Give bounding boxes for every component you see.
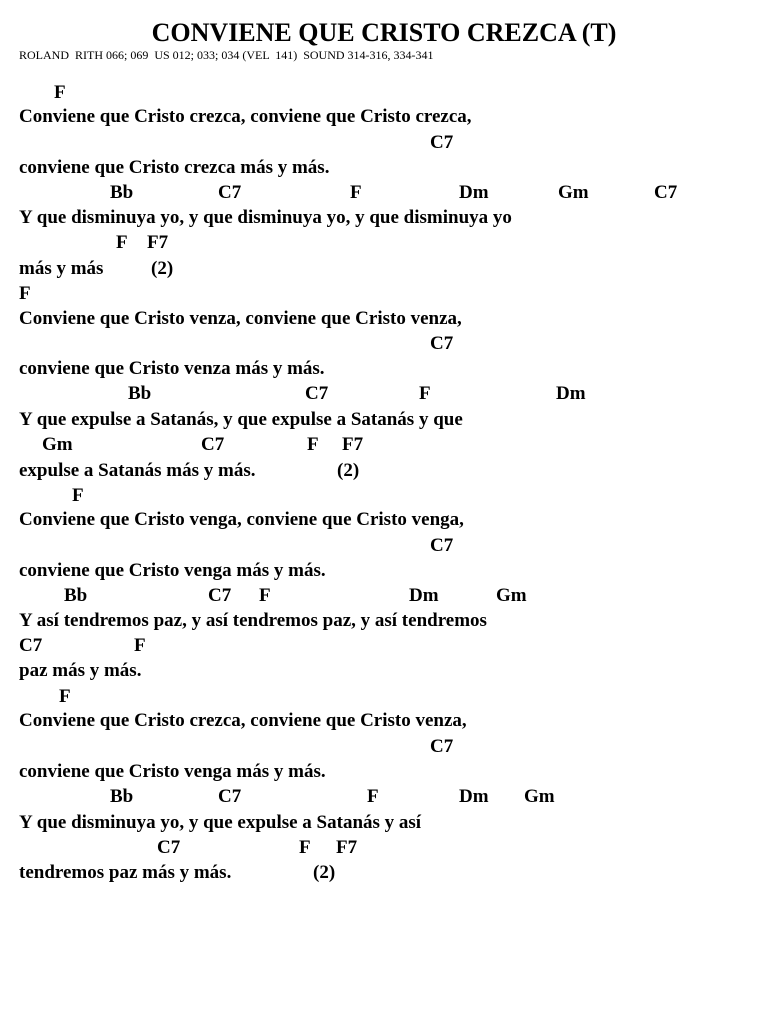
chord-f7: F7 [147,232,169,253]
chord-f: F [72,485,84,506]
lyric-line: conviene que Cristo venza más y más. [19,358,325,379]
repeat-marker: (2) [337,460,360,481]
chord-c7: C7 [430,333,454,354]
chord-f: F [419,383,431,404]
chord-f: F [307,434,319,455]
lyric-line: Y que expulse a Satanás, y que expulse a Satanás y que [19,409,463,430]
chord-c7: C7 [201,434,225,455]
chord-f7: F7 [342,434,364,455]
chord-c7: C7 [430,132,454,153]
repeat-marker: (2) [151,258,174,279]
chord-f: F [134,635,146,656]
chord-c7: C7 [218,786,242,807]
chord-f: F [350,182,362,203]
chord-f: F [367,786,379,807]
chord-c7: C7 [218,182,242,203]
chord-c7: C7 [430,736,454,757]
chord-bb: Bb [110,786,134,807]
lyric-line: paz más y más. [19,660,142,681]
lyric-line: Y que disminuya yo, y que expulse a Satanás y así [19,812,422,833]
lyric-line: Y así tendremos paz, y así tendremos paz, y así tendremos [19,610,487,631]
chord-gm: Gm [42,434,73,455]
chord-c7: C7 [305,383,329,404]
lyric-line: conviene que Cristo venga más y más. [19,560,326,581]
chord-bb: Bb [128,383,152,404]
chord-gm: Gm [524,786,555,807]
chord-gm: Gm [558,182,589,203]
lyric-line: conviene que Cristo venga más y más. [19,761,326,782]
chord-f: F [259,585,271,606]
chord-bb: Bb [64,585,88,606]
chord-f: F [59,686,71,707]
chord-c7: C7 [208,585,232,606]
lyric-line: tendremos paz más y más. [19,862,232,883]
chord-dm: Dm [556,383,586,404]
lyric-line: expulse a Satanás más y más. [19,460,256,481]
lyric-line: Conviene que Cristo venza, conviene que Cristo venza, [19,308,462,329]
lyric-line: Conviene que Cristo venga, conviene que Cristo venga, [19,509,464,530]
chord-f: F [299,837,311,858]
chord-c7: C7 [157,837,181,858]
chord-f: F [19,283,31,304]
chord-f7: F7 [336,837,358,858]
lyric-line: más y más [19,258,104,279]
chord-f: F [54,82,66,103]
chord-dm: Dm [459,182,489,203]
chord-dm: Dm [459,786,489,807]
chord-bb: Bb [110,182,134,203]
lyric-line: Conviene que Cristo crezca, conviene que Cristo crezca, [19,106,472,127]
chord-c7: C7 [19,635,43,656]
lyric-line: Conviene que Cristo crezca, conviene que Cristo venza, [19,710,467,731]
chord-f: F [116,232,128,253]
song-title: CONVIENE QUE CRISTO CREZCA (T) [151,18,617,47]
lyric-line: Y que disminuya yo, y que disminuya yo, y que disminuya yo [19,207,512,228]
lyric-line: conviene que Cristo crezca más y más. [19,157,330,178]
repeat-marker: (2) [313,862,336,883]
chord-c7: C7 [430,535,454,556]
chord-gm: Gm [496,585,527,606]
chord-dm: Dm [409,585,439,606]
song-keyboard-settings: ROLAND RITH 066; 069 US 012; 033; 034 (VEL 141) SOUND 314-316, 334-341 [19,48,434,62]
chord-c7: C7 [654,182,678,203]
